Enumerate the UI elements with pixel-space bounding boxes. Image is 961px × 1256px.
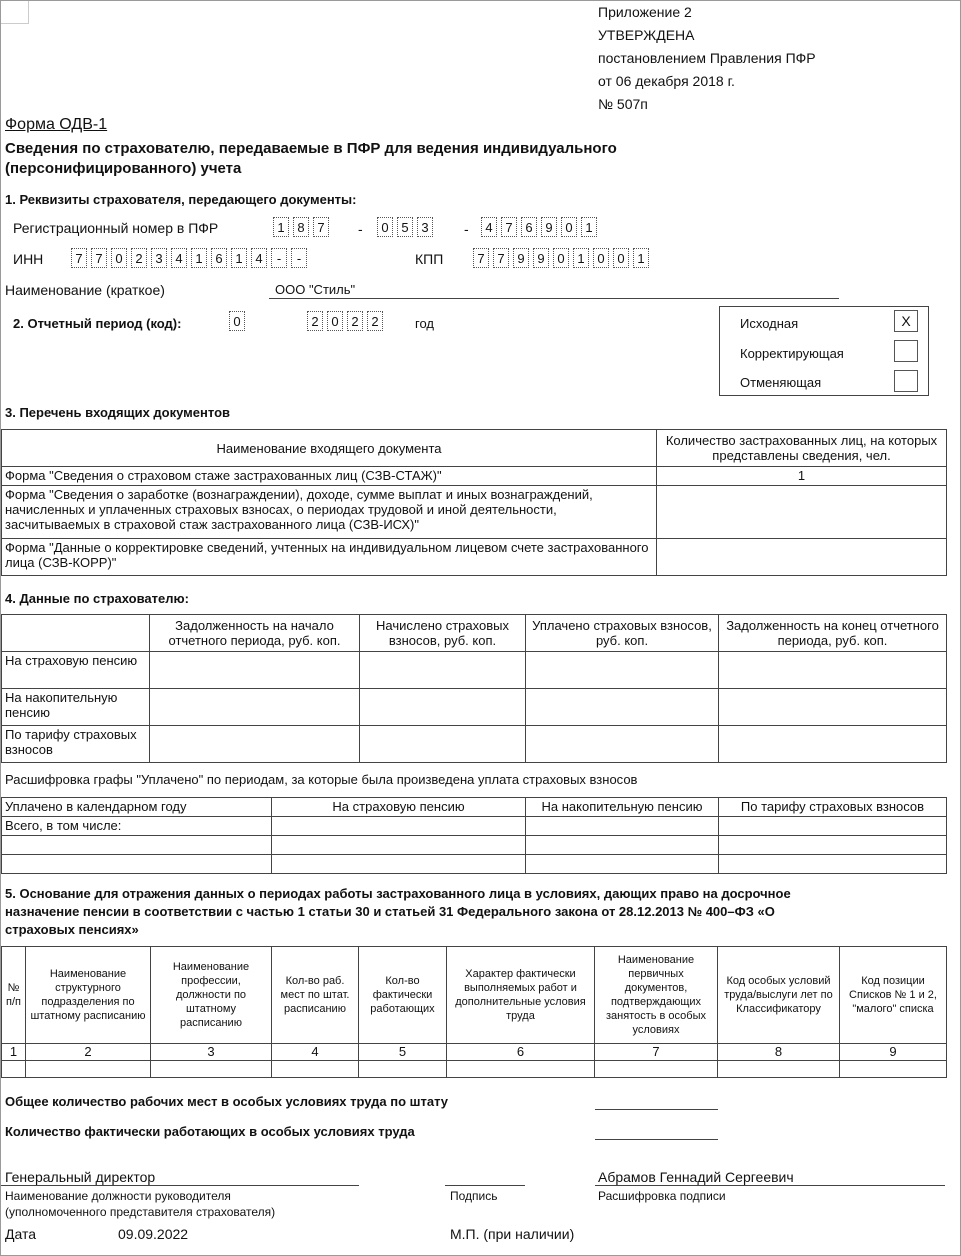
digit-cell[interactable]: 1 (573, 248, 589, 268)
total-workplaces-line[interactable] (595, 1109, 718, 1110)
section5-title-line2: назначение пенсии в соответствии с частью 1 статьи 30 и статьей 31 Федерального закона от 28.12.2013 № 400–ФЗ «О (5, 904, 775, 919)
approved-date: от 06 декабря 2018 г. (598, 73, 735, 89)
bd-cell[interactable] (526, 817, 719, 836)
digit-cell[interactable]: 7 (91, 248, 107, 268)
data-row-label: На страховую пенсию (2, 652, 150, 689)
reg-sep-1: - (358, 221, 363, 237)
approved-label: УТВЕРЖДЕНА (598, 27, 695, 43)
sc-col-number: 3 (151, 1044, 272, 1061)
decode-caption: Расшифровка подписи (598, 1189, 726, 1203)
digit-cell[interactable]: 3 (151, 248, 167, 268)
sc-header-workplaces: Кол-во раб. мест по штат. расписанию (272, 947, 359, 1044)
kind-original-checkbox[interactable]: X (894, 310, 918, 332)
section1-title: 1. Реквизиты страхователя, передающего документы: (5, 192, 357, 207)
digit-cell[interactable]: 1 (581, 217, 597, 237)
bd-cell[interactable] (526, 836, 719, 855)
form-title-line1: Сведения по страхователю, передаваемые в ПФР для ведения индивидуального (5, 140, 617, 157)
digit-cell[interactable]: 6 (521, 217, 537, 237)
form-title-line2: (персонифицированного) учета (5, 160, 242, 177)
digit-cell[interactable]: 0 (613, 248, 629, 268)
sc-header-list-code: Код позиции Списков № 1 и 2, "малого" списка (840, 947, 947, 1044)
incoming-docs-table (1, 429, 947, 576)
special-conditions-table (1, 946, 947, 1078)
digit-cell[interactable]: 8 (293, 217, 309, 237)
stamp-label: М.П. (при наличии) (450, 1226, 575, 1242)
kind-corrective-checkbox[interactable] (894, 340, 918, 362)
data-cell[interactable] (360, 652, 526, 689)
date-label: Дата (5, 1226, 37, 1242)
data-cell[interactable] (526, 726, 719, 763)
bd-cell[interactable] (272, 817, 526, 836)
section4-title: 4. Данные по страхователю: (5, 591, 189, 606)
sc-number-row (2, 1044, 947, 1061)
period-code-cells[interactable] (229, 311, 249, 331)
digit-cell[interactable]: 0 (561, 217, 577, 237)
total-workplaces-label: Общее количество рабочих мест в особых условиях труда по штату (5, 1094, 449, 1109)
total-workers-line[interactable] (595, 1139, 718, 1140)
digit-cell[interactable]: 5 (397, 217, 413, 237)
digit-cell[interactable]: 7 (71, 248, 87, 268)
data-row-label: По тарифу страховых взносов (2, 726, 150, 763)
short-name-label: Наименование (краткое) (5, 282, 165, 298)
bd-header-funded: На накопительную пенсию (526, 798, 719, 817)
digit-cell[interactable]: 9 (533, 248, 549, 268)
position-caption-line1: Наименование должности руководителя (5, 1189, 231, 1203)
digit-cell[interactable]: 2 (131, 248, 147, 268)
sign-caption: Подпись (450, 1189, 498, 1203)
digit-cell[interactable]: 0 (229, 311, 245, 331)
bd-header-tariff: По тарифу страховых взносов (719, 798, 947, 817)
kpp-cells[interactable] (473, 248, 653, 268)
short-name-value[interactable]: ООО "Стиль" (275, 282, 356, 297)
approved-by: постановлением Правления ПФР (598, 50, 816, 66)
bd-cell[interactable] (272, 855, 526, 874)
digit-cell[interactable]: - (271, 248, 287, 268)
data-header-accrued: Начислено страховых взносов, руб. коп. (360, 615, 526, 652)
data-cell[interactable] (719, 652, 947, 689)
digit-cell[interactable]: 7 (493, 248, 509, 268)
breakdown-table (1, 797, 947, 874)
digit-cell[interactable]: 0 (327, 311, 343, 331)
sc-header-division: Наименование структурного подразделения по штатному расписанию (26, 947, 151, 1044)
digit-cell[interactable]: 7 (473, 248, 489, 268)
data-header-debt-end: Задолженность на конец отчетного периода, руб. коп. (719, 615, 947, 652)
section2-title: 2. Отчетный период (код): (13, 316, 182, 331)
docs-row-name: Форма "Данные о корректировке сведений, учтенных на индивидуальном лицевом счете застрахованного лица (СЗВ-КОРР)" (2, 539, 657, 576)
docs-header-count: Количество застрахованных лиц, на которых представлены сведения, чел. (657, 430, 947, 467)
insurer-data-table (1, 614, 947, 763)
data-row-label: На накопительную пенсию (2, 689, 150, 726)
short-name-underline (269, 298, 839, 299)
corner-mark (1, 1, 29, 24)
digit-cell[interactable]: 4 (171, 248, 187, 268)
digit-cell[interactable]: 2 (367, 311, 383, 331)
digit-cell[interactable]: 4 (251, 248, 267, 268)
docs-header-name: Наименование входящего документа (2, 430, 657, 467)
digit-cell[interactable]: 9 (541, 217, 557, 237)
section5-title-line3: страховых пенсиях» (5, 922, 139, 937)
sc-col-number: 7 (595, 1044, 718, 1061)
sc-header-workers: Кол-во фактически работающих (359, 947, 447, 1044)
docs-row-name: Форма "Сведения о заработке (вознаграждении), доходе, сумме выплат и иных вознаграждений, начисленных и уплаченных страховых взносах, о периодах трудовой и иной деятельности, засчитываемых в страховой стаж застрахованного лица (СЗВ-ИСХ)" (2, 486, 657, 539)
digit-cell[interactable]: 1 (273, 217, 289, 237)
digit-cell[interactable]: 2 (307, 311, 323, 331)
bd-header-insurance: На страховую пенсию (272, 798, 526, 817)
year-word: год (415, 316, 434, 331)
sc-col-number: 6 (447, 1044, 595, 1061)
sc-col-number: 8 (718, 1044, 840, 1061)
sc-col-number: 1 (2, 1044, 26, 1061)
bd-cell[interactable] (719, 817, 947, 836)
kind-original-label: Исходная (740, 316, 799, 331)
sc-header-profession: Наименование профессии, должности по штатному расписанию (151, 947, 272, 1044)
section5-title-line1: 5. Основание для отражения данных о периодах работы застрахованного лица в условиях, дающих право на досрочное (5, 886, 791, 901)
digit-cell[interactable]: 9 (513, 248, 529, 268)
digit-cell[interactable]: 1 (633, 248, 649, 268)
data-header-blank (2, 615, 150, 652)
bd-cell[interactable] (272, 836, 526, 855)
sc-col-number: 9 (840, 1044, 947, 1061)
data-header-debt-start: Задолженность на начало отчетного периода, руб. коп. (150, 615, 360, 652)
digit-cell[interactable]: - (291, 248, 307, 268)
data-cell[interactable] (719, 726, 947, 763)
position-line (1, 1185, 359, 1186)
sc-header-condition-code: Код особых условий труда/выслуги лет по Классификатору (718, 947, 840, 1044)
digit-cell[interactable]: 0 (111, 248, 127, 268)
docs-row-name: Форма "Сведения о страховом стаже застрахованных лиц (СЗВ-СТАЖ)" (2, 467, 657, 486)
sign-line[interactable] (445, 1185, 525, 1186)
appendix-label: Приложение 2 (598, 4, 692, 20)
sc-header-documents: Наименование первичных документов, подтверждающих занятость в особых условиях (595, 947, 718, 1044)
kind-corrective-label: Корректирующая (740, 346, 844, 361)
bd-row-label[interactable] (2, 836, 272, 855)
reg-number-part3[interactable] (481, 217, 601, 237)
period-year-cells[interactable] (307, 311, 387, 331)
digit-cell[interactable]: 0 (593, 248, 609, 268)
director-name: Абрамов Геннадий Сергеевич (598, 1169, 794, 1185)
bd-row-label[interactable] (2, 855, 272, 874)
breakdown-title: Расшифровка графы "Уплачено" по периодам, за которые была произведена уплата страховых взносов (5, 772, 638, 787)
inn-label: ИНН (13, 251, 44, 267)
bd-cell[interactable] (526, 855, 719, 874)
position-caption-line2: (уполномоченного представителя страхователя) (5, 1205, 276, 1219)
reg-sep-2: - (464, 221, 469, 237)
data-cell[interactable] (526, 652, 719, 689)
digit-cell[interactable]: 4 (481, 217, 497, 237)
data-cell[interactable] (360, 726, 526, 763)
bd-row-label: Всего, в том числе: (2, 817, 272, 836)
kind-cancel-checkbox[interactable] (894, 370, 918, 392)
digit-cell[interactable]: 6 (211, 248, 227, 268)
sc-header-num: № п/п (2, 947, 26, 1044)
name-line (595, 1185, 945, 1186)
inn-cells[interactable] (71, 248, 311, 268)
data-header-paid: Уплачено страховых взносов, руб. коп. (526, 615, 719, 652)
section3-title: 3. Перечень входящих документов (5, 405, 230, 420)
form-code: Форма ОДВ-1 (5, 116, 108, 133)
approved-number: № 507п (598, 96, 648, 112)
digit-cell[interactable]: 1 (191, 248, 207, 268)
data-cell[interactable] (150, 652, 360, 689)
data-cell[interactable] (150, 689, 360, 726)
bd-cell[interactable] (719, 836, 947, 855)
digit-cell[interactable]: 7 (501, 217, 517, 237)
data-cell[interactable] (150, 726, 360, 763)
docs-row-count[interactable] (657, 486, 947, 539)
director-position: Генеральный директор (5, 1169, 156, 1185)
total-workers-label: Количество фактически работающих в особых условиях труда (5, 1124, 415, 1139)
reg-number-label: Регистрационный номер в ПФР (13, 220, 219, 236)
docs-row-count[interactable]: 1 (657, 467, 947, 486)
sc-empty-row[interactable] (2, 1061, 947, 1078)
bd-cell[interactable] (719, 855, 947, 874)
report-kind-box (719, 306, 929, 396)
bd-header-year: Уплачено в календарном году (2, 798, 272, 817)
kind-cancel-label: Отменяющая (740, 375, 822, 390)
reg-number-part2[interactable] (377, 217, 437, 237)
sc-col-number: 2 (26, 1044, 151, 1061)
data-cell[interactable] (526, 689, 719, 726)
data-cell[interactable] (719, 689, 947, 726)
date-value: 09.09.2022 (118, 1226, 189, 1242)
sc-header-work-nature: Характер фактически выполняемых работ и дополнительные условия труда (447, 947, 595, 1044)
digit-cell[interactable]: 7 (313, 217, 329, 237)
sc-col-number: 5 (359, 1044, 447, 1061)
docs-row-count[interactable] (657, 539, 947, 576)
digit-cell[interactable]: 0 (377, 217, 393, 237)
digit-cell[interactable]: 0 (553, 248, 569, 268)
sc-col-number: 4 (272, 1044, 359, 1061)
digit-cell[interactable]: 3 (417, 217, 433, 237)
reg-number-part1[interactable] (273, 217, 333, 237)
data-cell[interactable] (360, 689, 526, 726)
digit-cell[interactable]: 2 (347, 311, 363, 331)
digit-cell[interactable]: 1 (231, 248, 247, 268)
kpp-label: КПП (415, 251, 444, 267)
